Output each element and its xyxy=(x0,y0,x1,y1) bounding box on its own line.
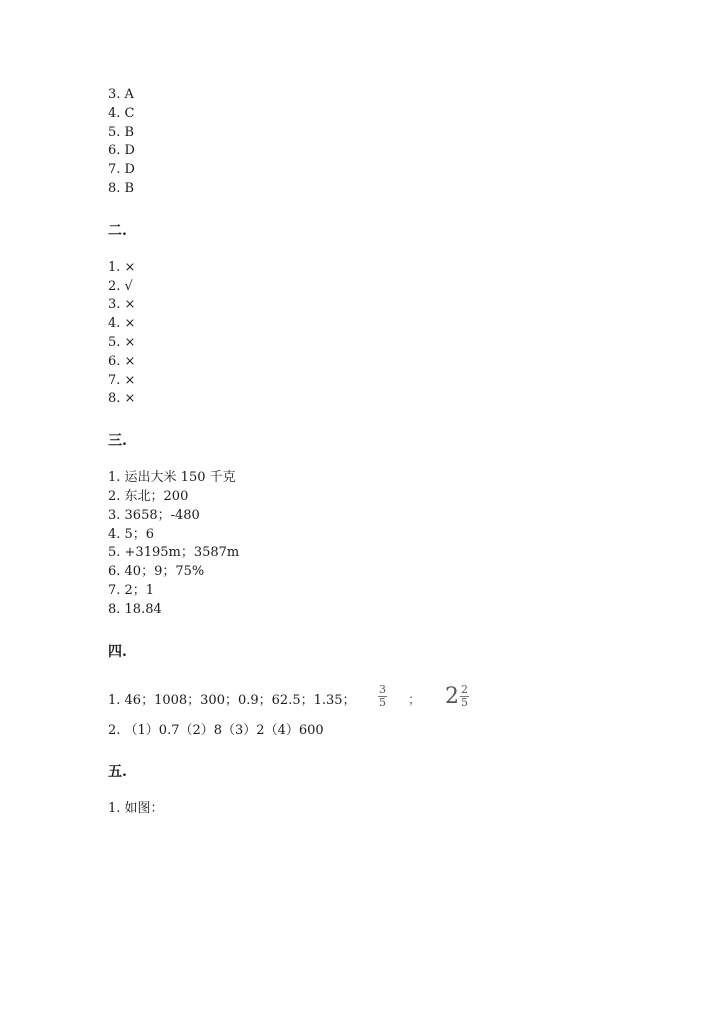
answer-line: 4. × xyxy=(108,316,136,332)
section-heading-5: 五. xyxy=(108,764,127,781)
answer-line: 7. × xyxy=(108,372,136,388)
answer-line: 8. B xyxy=(108,180,135,196)
answer-line: 1. 如图： xyxy=(108,801,164,817)
answer-line: 3. A xyxy=(108,87,134,102)
answer-line: 8. × xyxy=(108,391,136,407)
answer-line: 1. 运出大米 150 千克 xyxy=(108,470,236,486)
part3-answers xyxy=(108,469,668,619)
answer-line: 5. B xyxy=(108,124,135,140)
answer-line: 4. C xyxy=(108,105,135,121)
separator: ； xyxy=(408,692,422,708)
answer-line: 4. 5；6 xyxy=(108,526,155,542)
fraction xyxy=(460,684,469,709)
answer-line: 2. √ xyxy=(108,278,133,294)
answer-line: 3. 3658；-480 xyxy=(108,507,200,523)
mixed-whole: 2 xyxy=(445,683,459,709)
answer-line: 6. D xyxy=(108,143,135,159)
answer-sheet xyxy=(108,86,668,819)
fraction-denominator: 5 xyxy=(461,696,468,710)
fraction-numerator: 3 xyxy=(379,682,386,696)
section-heading-2: 二. xyxy=(108,222,127,239)
answer-text: 1. 46；1008；300；0.9；62.5；1.35； xyxy=(108,692,356,708)
answer-line: 5. +3195m；3587m xyxy=(108,545,240,561)
answer-line: 6. × xyxy=(108,353,136,369)
answer-line: 2. 东北；200 xyxy=(108,488,189,504)
answer-line: 6. 40；9；75% xyxy=(108,564,205,580)
fraction xyxy=(378,684,387,709)
section-heading-4: 四. xyxy=(108,643,127,660)
answer-line: 3. × xyxy=(108,297,136,313)
answer-line: 2. （1）0.7（2）8（3）2（4）600 xyxy=(108,722,324,738)
section-heading-3: 三. xyxy=(108,433,127,450)
answer-line: 7. 2；1 xyxy=(108,582,155,598)
part2-answers xyxy=(108,259,668,409)
fraction-denominator: 5 xyxy=(379,695,386,709)
part1-answers xyxy=(108,86,668,199)
mixed-number xyxy=(445,682,469,712)
answer-line: 1. × xyxy=(108,259,136,275)
answer-line-fractions xyxy=(108,682,668,714)
fraction-numerator: 2 xyxy=(461,683,468,697)
answer-line: 5. × xyxy=(108,334,136,350)
part5-answers xyxy=(108,800,668,819)
answer-line: 7. D xyxy=(108,162,135,178)
answer-line: 8. 18.84 xyxy=(108,601,162,617)
